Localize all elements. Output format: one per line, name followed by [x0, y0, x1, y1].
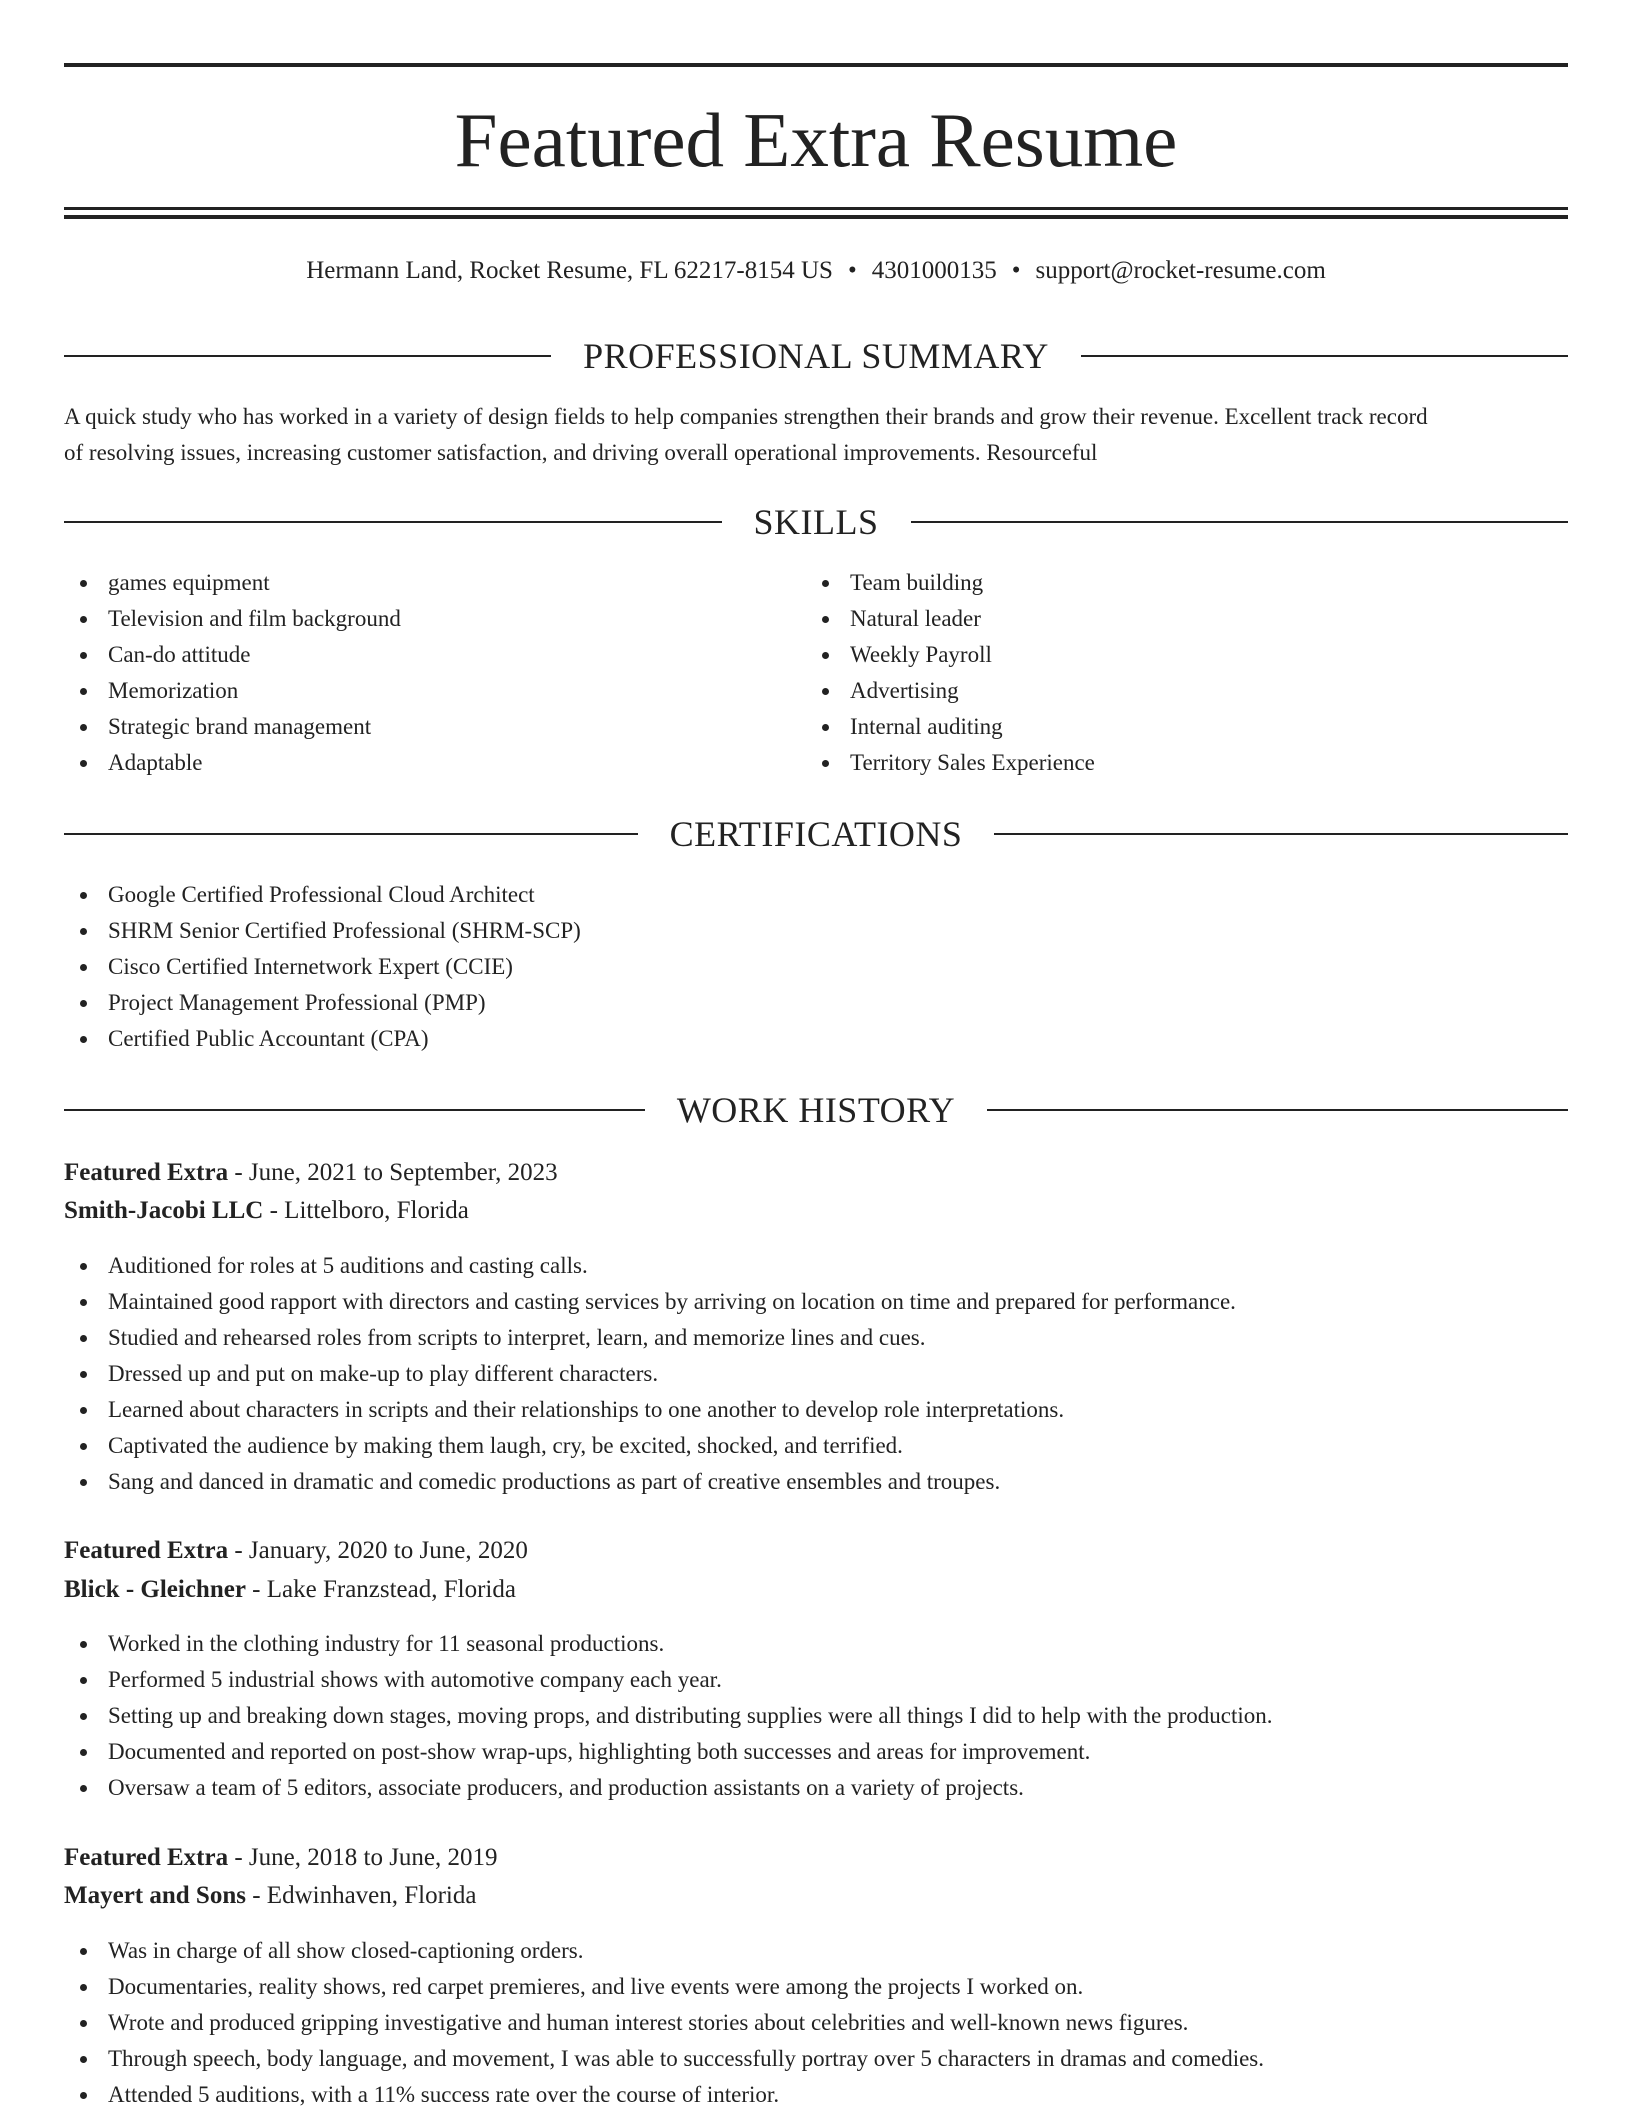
list-item: Setting up and breaking down stages, moving props, and distributing supplies were all things I did to help with the production. — [64, 1698, 1568, 1734]
list-item: games equipment — [64, 565, 804, 601]
job-company: Mayert and Sons — [64, 1882, 246, 1909]
job-title-line — [64, 1154, 558, 1192]
job-duties-list — [64, 1248, 1568, 1500]
summary-line: of resolving issues, increasing customer satisfaction, and driving overall operational improvements. Resourceful — [64, 440, 1098, 465]
list-item: Advertising — [806, 673, 1546, 709]
job-location: - Littelboro, Florida — [263, 1197, 469, 1224]
title-rule-lower — [64, 215, 1568, 219]
contact-line — [64, 254, 1568, 288]
job-company-line — [64, 1877, 476, 1915]
heading-rule — [64, 833, 638, 835]
list-item: Television and film background — [64, 601, 804, 637]
contact-separator: • — [1011, 257, 1021, 284]
list-item: Studied and rehearsed roles from scripts to interpret, learn, and memorize lines and cues. — [64, 1320, 1568, 1356]
list-item: Worked in the clothing industry for 11 seasonal productions. — [64, 1626, 1568, 1662]
heading-rule — [64, 1109, 645, 1111]
heading-rule — [1081, 355, 1568, 357]
section-heading-summary — [64, 331, 1568, 381]
list-item: Project Management Professional (PMP) — [64, 985, 1568, 1021]
resume-title: Featured Extra Resume — [454, 97, 1178, 183]
contact-separator: • — [847, 257, 857, 284]
heading-rule — [64, 521, 722, 523]
job-title: Featured Extra — [64, 1537, 229, 1564]
list-item: Documentaries, reality shows, red carpet premieres, and live events were among the projects I worked on. — [64, 1969, 1568, 2005]
summary-line: A quick study who has worked in a variety of design fields to help companies strengthen their brands and grow their revenue. Excellent track record — [64, 404, 1428, 429]
list-item: Weekly Payroll — [806, 637, 1546, 673]
list-item: Wrote and produced gripping investigative and human interest stories about celebrities and well-known news figures. — [64, 2005, 1568, 2041]
list-item: Maintained good rapport with directors and casting services by arriving on location on time and prepared for performance. — [64, 1284, 1568, 1320]
section-title: SKILLS — [753, 502, 879, 542]
list-item: Adaptable — [64, 745, 804, 781]
heading-rule — [994, 833, 1568, 835]
contact-email: support@rocket-resume.com — [1035, 257, 1326, 284]
list-item: Was in charge of all show closed-captioning orders. — [64, 1933, 1568, 1969]
skills-list-right — [806, 565, 1546, 781]
list-item: Territory Sales Experience — [806, 745, 1546, 781]
job-location: - Edwinhaven, Florida — [245, 1882, 477, 1909]
list-item: Internal auditing — [806, 709, 1546, 745]
section-title: PROFESSIONAL SUMMARY — [583, 336, 1049, 376]
job-company: Smith-Jacobi LLC — [64, 1197, 264, 1224]
list-item: Can-do attitude — [64, 637, 804, 673]
job-location: - Lake Franzstead, Florida — [245, 1576, 516, 1603]
heading-rule — [64, 355, 551, 357]
job-dates: - June, 2021 to September, 2023 — [228, 1159, 558, 1186]
summary-paragraph — [64, 399, 1568, 471]
list-item: Memorization — [64, 673, 804, 709]
list-item: Learned about characters in scripts and their relationships to one another to develop role interpretations. — [64, 1392, 1568, 1428]
job-company-line — [64, 1192, 469, 1230]
section-heading-work-history — [64, 1085, 1568, 1135]
skills-list-left — [64, 565, 804, 781]
list-item: Captivated the audience by making them laugh, cry, be excited, shocked, and terrified. — [64, 1428, 1568, 1464]
list-item: Attended 5 auditions, with a 11% success rate over the course of interior. — [64, 2077, 1568, 2113]
contact-phone: 4301000135 — [871, 257, 997, 284]
list-item: Sang and danced in dramatic and comedic productions as part of creative ensembles and troupes. — [64, 1464, 1568, 1500]
section-title: WORK HISTORY — [676, 1090, 956, 1130]
job-title: Featured Extra — [64, 1159, 229, 1186]
list-item: Certified Public Accountant (CPA) — [64, 1021, 1568, 1057]
heading-rule — [911, 521, 1569, 523]
job-title-line — [64, 1839, 498, 1877]
section-heading-skills — [64, 497, 1568, 547]
certifications-list — [64, 877, 1568, 1057]
top-rule — [64, 63, 1568, 67]
list-item: Performed 5 industrial shows with automotive company each year. — [64, 1662, 1568, 1698]
job-dates: - January, 2020 to June, 2020 — [228, 1537, 528, 1564]
list-item: Team building — [806, 565, 1546, 601]
title-rule-upper — [64, 207, 1568, 210]
list-item: Dressed up and put on make-up to play different characters. — [64, 1356, 1568, 1392]
job-title-line — [64, 1532, 528, 1570]
section-title: CERTIFICATIONS — [669, 814, 963, 854]
job-duties-list — [64, 1626, 1568, 1806]
section-heading-certifications — [64, 809, 1568, 859]
list-item: Documented and reported on post-show wrap-ups, highlighting both successes and areas for improvement. — [64, 1734, 1568, 1770]
list-item: Strategic brand management — [64, 709, 804, 745]
job-title: Featured Extra — [64, 1844, 229, 1871]
list-item: Google Certified Professional Cloud Architect — [64, 877, 1568, 913]
list-item: Oversaw a team of 5 editors, associate producers, and production assistants on a variety of projects. — [64, 1770, 1568, 1806]
job-dates: - June, 2018 to June, 2019 — [228, 1844, 498, 1871]
list-item: SHRM Senior Certified Professional (SHRM-SCP) — [64, 913, 1568, 949]
job-company-line — [64, 1571, 516, 1609]
heading-rule — [987, 1109, 1568, 1111]
list-item: Natural leader — [806, 601, 1546, 637]
job-duties-list — [64, 1933, 1568, 2113]
list-item: Auditioned for roles at 5 auditions and casting calls. — [64, 1248, 1568, 1284]
job-company: Blick - Gleichner — [64, 1576, 246, 1603]
list-item: Cisco Certified Internetwork Expert (CCIE) — [64, 949, 1568, 985]
contact-address: Hermann Land, Rocket Resume, FL 62217-8154 US — [306, 257, 833, 284]
list-item: Through speech, body language, and movement, I was able to successfully portray over 5 characters in dramas and comedies. — [64, 2041, 1568, 2077]
